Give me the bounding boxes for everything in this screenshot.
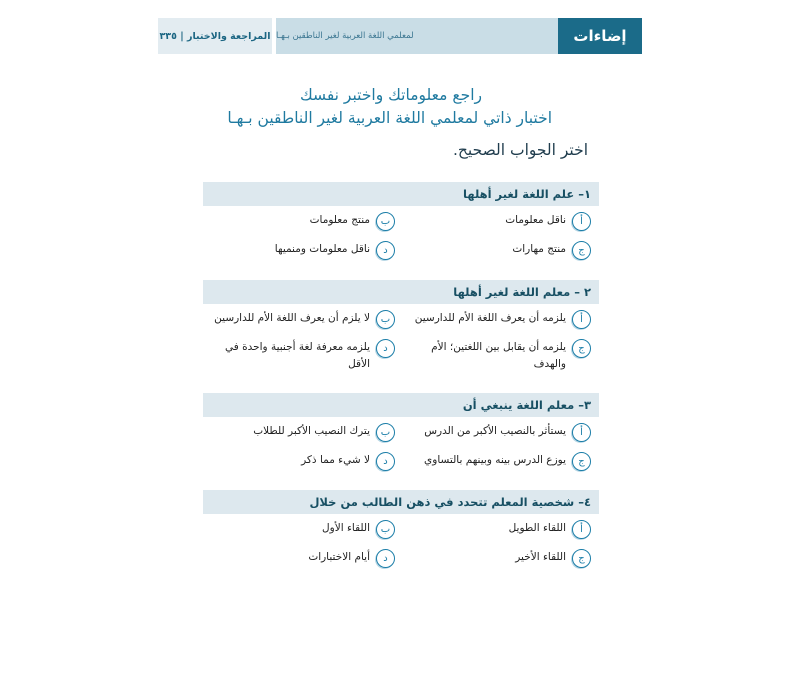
option-b[interactable] [203, 423, 401, 442]
option-letter-badge: د [376, 549, 395, 568]
option-a[interactable] [401, 212, 599, 231]
question-block [203, 280, 599, 373]
option-text: لا يلزم أن يعرف اللغة الأم للدارسين [214, 312, 370, 324]
option-c[interactable] [401, 549, 599, 568]
option-letter-badge: ب [376, 212, 395, 231]
option-c[interactable] [401, 452, 599, 471]
page-header [158, 18, 642, 54]
question-block [203, 182, 599, 260]
option-text: اللقاء الأخير [515, 551, 566, 563]
option-text: اللقاء الأول [322, 522, 370, 534]
option-text: يلزمه معرفة لغة أجنبية واحدة في الأقل [225, 341, 370, 370]
option-letter-badge: ب [376, 520, 395, 539]
option-text: لا شيء مما ذكر [301, 454, 370, 466]
question-title: ٢ – معلم اللغة لغير أهلها [203, 280, 599, 304]
option-text: أيام الاختبارات [308, 551, 370, 563]
option-letter-badge: ج [572, 549, 591, 568]
option-b[interactable] [203, 212, 401, 231]
question-title: ١– علم اللغة لغير أهلها [203, 182, 599, 206]
intro-subheading: اختبار ذاتي لمعلمي اللغة العربية لغير الناطقين بـهـا [227, 109, 552, 127]
option-letter-badge: د [376, 241, 395, 260]
option-letter-badge: ب [376, 423, 395, 442]
option-text: ناقل معلومات [505, 214, 566, 226]
section-page-label: المراجعة والاختبار | ٣٣٥ [158, 18, 272, 54]
option-letter-badge: د [376, 339, 395, 358]
option-a[interactable] [401, 423, 599, 442]
option-letter-badge: ج [572, 339, 591, 358]
option-d[interactable] [203, 339, 401, 373]
option-letter-badge: أ [572, 423, 591, 442]
intro-heading: راجع معلوماتك واختبر نفسك [299, 86, 482, 104]
question-title: ٣– معلم اللغة ينبغي أن [203, 393, 599, 417]
question-block [203, 490, 599, 568]
option-letter-badge: ب [376, 310, 395, 329]
option-text: منتج مهارات [512, 243, 566, 255]
option-letter-badge: د [376, 452, 395, 471]
book-brand: إضاءات [558, 18, 642, 54]
option-d[interactable] [203, 549, 401, 568]
option-text: منتج معلومات [309, 214, 370, 226]
option-b[interactable] [203, 520, 401, 539]
option-text: اللقاء الطويل [508, 522, 566, 534]
option-letter-badge: أ [572, 310, 591, 329]
option-text: ناقل معلومات ومنميها [274, 243, 370, 255]
option-text: يلزمه أن يقابل بين اللغتين؛ الأم والهدف [431, 341, 566, 370]
option-letter-badge: أ [572, 212, 591, 231]
option-b[interactable] [203, 310, 401, 329]
option-a[interactable] [401, 520, 599, 539]
book-subtitle: لمعلمي اللغة العربية لغير الناطقين بـهـا [276, 18, 558, 54]
question-block [203, 393, 599, 471]
option-letter-badge: أ [572, 520, 591, 539]
option-letter-badge: ج [572, 452, 591, 471]
option-text: يترك النصيب الأكبر للطلاب [253, 425, 370, 437]
document-page [158, 0, 642, 683]
option-text: يوزع الدرس بينه وبينهم بالتساوي [424, 454, 566, 466]
option-letter-badge: ج [572, 241, 591, 260]
option-c[interactable] [401, 241, 599, 260]
option-c[interactable] [401, 339, 599, 373]
option-a[interactable] [401, 310, 599, 329]
option-d[interactable] [203, 452, 401, 471]
option-text: يستأثر بالنصيب الأكبر من الدرس [424, 425, 566, 437]
option-text: يلزمه أن يعرف اللغة الأم للدارسين [414, 312, 566, 324]
question-title: ٤– شخصية المعلم تتحدد في ذهن الطالب من خلال [203, 490, 599, 514]
option-d[interactable] [203, 241, 401, 260]
instruction-text: اختر الجواب الصحيح. [453, 141, 588, 159]
